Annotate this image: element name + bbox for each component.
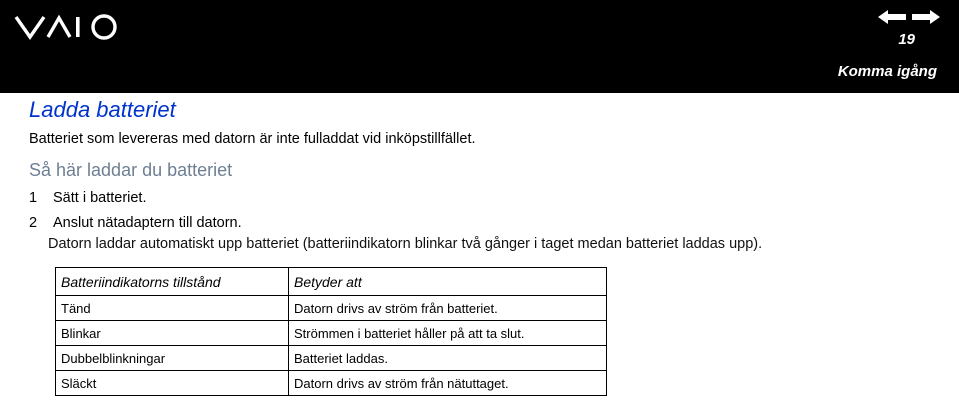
step-number: 1 — [29, 190, 38, 206]
back-arrow-icon[interactable] — [878, 10, 906, 24]
battery-indicator-table — [55, 267, 607, 396]
step-2-detail: Datorn laddar automatiskt upp batteriet (batteriindikatorn blinkar två gånger i taget medan batteriet laddas upp). — [48, 236, 763, 252]
step-1 — [29, 190, 147, 206]
indicator-meaning: Batteriet laddas. — [289, 346, 607, 371]
page-title: Ladda batteriet — [29, 97, 176, 122]
step-text: Sätt i batteriet. — [53, 190, 147, 206]
step-number: 2 — [29, 215, 38, 231]
intro-text: Batteriet som levereras med datorn är inte fulladdat vid inköpstillfället. — [29, 131, 476, 147]
indicator-state: Blinkar — [56, 321, 289, 346]
column-header: Batteriindikatorns tillstånd — [56, 268, 289, 296]
forward-arrow-icon[interactable] — [912, 10, 940, 24]
indicator-meaning: Datorn drivs av ström från batteriet. — [289, 296, 607, 321]
table-row — [56, 346, 607, 371]
page-number: 19 — [898, 31, 915, 48]
section-label: Komma igång — [837, 63, 937, 80]
step-2 — [29, 215, 242, 231]
indicator-meaning: Strömmen i batteriet håller på att ta slut. — [289, 321, 607, 346]
table-row — [56, 321, 607, 346]
indicator-state: Dubbelblinkningar — [56, 346, 289, 371]
table-header-row — [56, 268, 607, 296]
table-row — [56, 296, 607, 321]
indicator-state: Tänd — [56, 296, 289, 321]
step-text: Anslut nätadaptern till datorn. — [53, 215, 242, 231]
indicator-meaning: Datorn drivs av ström från nätuttaget. — [289, 371, 607, 396]
table-row — [56, 371, 607, 396]
page-header — [0, 0, 959, 93]
procedure-heading: Så här laddar du batteriet — [29, 160, 233, 180]
indicator-state: Släckt — [56, 371, 289, 396]
vaio-logo — [14, 12, 122, 42]
column-header: Betyder att — [289, 268, 607, 296]
